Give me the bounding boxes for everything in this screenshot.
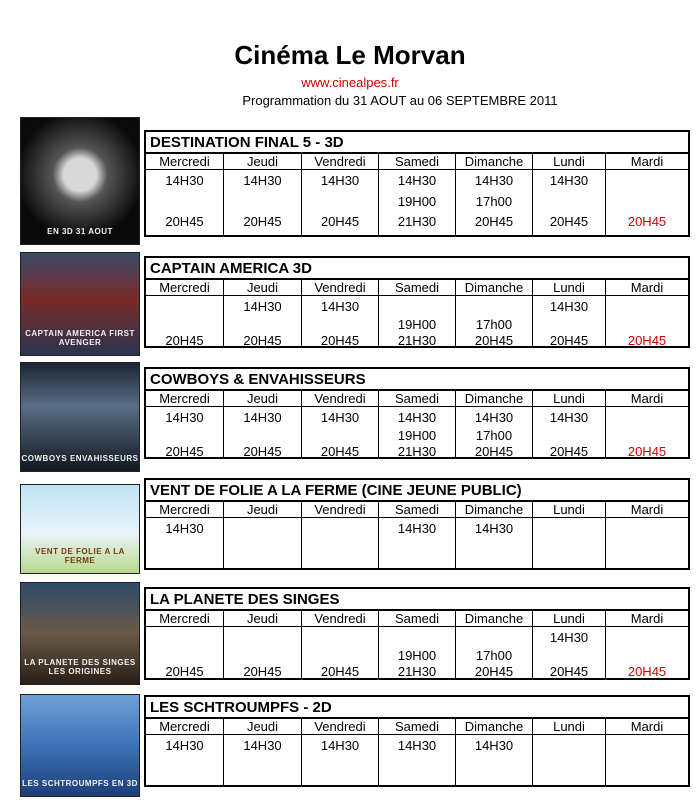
showtime: 20H45 <box>627 333 667 348</box>
showtime: 14H30 <box>243 173 282 188</box>
day-header: Vendredi <box>302 719 378 735</box>
day-header: Mercredi <box>146 719 223 735</box>
day-header: Dimanche <box>456 154 532 170</box>
day-column <box>146 154 224 235</box>
day-header: Dimanche <box>456 611 532 627</box>
showtime: 20H45 <box>474 444 514 459</box>
showtime-cell <box>456 627 532 678</box>
day-column <box>146 611 224 678</box>
schedule-grid <box>146 154 688 235</box>
day-header: Samedi <box>379 719 455 735</box>
showtime-cell <box>302 296 378 346</box>
schedule-grid <box>146 719 688 785</box>
schedule-grid <box>146 611 688 678</box>
showtime-cell <box>379 170 455 235</box>
day-header: Jeudi <box>224 719 301 735</box>
showtime-cell <box>606 735 688 785</box>
showtime: 21H30 <box>397 214 437 229</box>
movie-poster <box>20 484 140 574</box>
showtime-cell <box>379 518 455 568</box>
showtime: 14H30 <box>165 521 204 536</box>
showtime: 20H45 <box>627 444 667 459</box>
day-column <box>606 280 688 346</box>
showtime: 14H30 <box>320 410 360 425</box>
showtime: 20H45 <box>165 664 204 679</box>
poster-caption: LA PLANETE DES SINGES LES ORIGINES <box>24 658 136 676</box>
showtime: 14H30 <box>397 738 437 753</box>
day-column <box>146 502 224 568</box>
cinema-website-link[interactable]: www.cinealpes.fr <box>301 75 399 90</box>
movie-schedule-box <box>144 130 690 237</box>
showtime-cell <box>533 735 605 785</box>
day-header: Jeudi <box>224 391 301 407</box>
day-column <box>379 280 456 346</box>
movie-poster <box>20 362 140 472</box>
movie-poster <box>20 117 140 245</box>
showtime-cell <box>379 627 455 678</box>
day-header: Vendredi <box>302 154 378 170</box>
programming-period: Programmation du 31 AOUT au 06 SEPTEMBRE 2011 <box>242 93 558 108</box>
day-column <box>379 154 456 235</box>
showtime-cell <box>224 735 301 785</box>
day-header: Dimanche <box>456 280 532 296</box>
showtime: 17h00 <box>475 194 513 209</box>
day-header: Mardi <box>606 719 688 735</box>
day-column <box>606 719 688 785</box>
day-column <box>146 391 224 457</box>
showtime-cell <box>606 170 688 235</box>
day-header: Jeudi <box>224 502 301 518</box>
day-header: Lundi <box>533 611 605 627</box>
showtime-cell <box>302 627 378 678</box>
day-header: Samedi <box>379 391 455 407</box>
day-column <box>224 391 302 457</box>
showtime: 20H45 <box>549 444 589 459</box>
showtime: 14H30 <box>320 299 360 314</box>
showtime: 14H30 <box>474 173 514 188</box>
day-column <box>456 719 533 785</box>
showtime: 20H45 <box>165 214 204 229</box>
day-column <box>533 391 606 457</box>
showtime-cell <box>533 170 605 235</box>
day-column <box>606 611 688 678</box>
showtime-cell <box>146 627 223 678</box>
showtime-cell <box>146 170 223 235</box>
day-header: Jeudi <box>224 611 301 627</box>
poster-caption: VENT DE FOLIE A LA FERME <box>35 547 125 565</box>
showtime-cell <box>456 170 532 235</box>
showtime-cell <box>379 407 455 457</box>
day-header: Samedi <box>379 611 455 627</box>
day-header: Mardi <box>606 502 688 518</box>
day-column <box>146 280 224 346</box>
showtime: 14H30 <box>474 738 514 753</box>
day-header: Mercredi <box>146 502 223 518</box>
showtime: 20H45 <box>474 214 514 229</box>
cinema-title: Cinéma Le Morvan <box>234 40 466 70</box>
showtime: 14H30 <box>320 173 360 188</box>
showtime: 20H45 <box>549 214 589 229</box>
day-header: Dimanche <box>456 719 532 735</box>
day-column <box>456 391 533 457</box>
poster-caption: COWBOYS ENVAHISSEURS <box>21 454 139 463</box>
movie-title: LA PLANETE DES SINGES <box>146 589 688 611</box>
showtime: 14H30 <box>549 173 589 188</box>
day-column <box>302 154 379 235</box>
day-header: Mardi <box>606 391 688 407</box>
movie-title: COWBOYS & ENVAHISSEURS <box>146 369 688 391</box>
schedule-grid <box>146 502 688 568</box>
day-column <box>379 502 456 568</box>
movie-schedule-box <box>144 478 690 570</box>
day-column <box>224 611 302 678</box>
showtime-cell <box>533 407 605 457</box>
showtime: 20H45 <box>243 444 282 459</box>
day-column <box>146 719 224 785</box>
showtime: 14H30 <box>397 521 437 536</box>
movie-schedule-box <box>144 367 690 459</box>
showtime-cell <box>533 627 605 678</box>
showtime: 14H30 <box>549 410 589 425</box>
day-column <box>302 280 379 346</box>
schedule-grid <box>146 391 688 457</box>
day-header: Jeudi <box>224 154 301 170</box>
day-column <box>224 280 302 346</box>
movie-schedule-box <box>144 587 690 680</box>
movie-schedule-box <box>144 695 690 787</box>
day-header: Dimanche <box>456 391 532 407</box>
day-header: Dimanche <box>456 502 532 518</box>
showtime: 20H45 <box>320 444 360 459</box>
showtime-cell <box>379 735 455 785</box>
day-column <box>533 719 606 785</box>
day-column <box>456 502 533 568</box>
showtime-cell <box>224 407 301 457</box>
showtime-cell <box>456 735 532 785</box>
movie-schedule-box <box>144 256 690 348</box>
showtime-cell <box>606 407 688 457</box>
day-header: Vendredi <box>302 502 378 518</box>
showtime-cell <box>146 735 223 785</box>
showtime: 20H45 <box>243 664 282 679</box>
movie-title: CAPTAIN AMERICA 3D <box>146 258 688 280</box>
day-header: Jeudi <box>224 280 301 296</box>
showtime-cell <box>456 296 532 346</box>
day-column <box>379 611 456 678</box>
day-column <box>606 391 688 457</box>
poster-caption: CAPTAIN AMERICA FIRST AVENGER <box>25 329 135 347</box>
showtime-cell <box>146 518 223 568</box>
day-header: Mercredi <box>146 280 223 296</box>
showtime-cell <box>224 627 301 678</box>
day-header: Mercredi <box>146 154 223 170</box>
showtime: 14H30 <box>474 410 514 425</box>
showtime: 14H30 <box>320 738 360 753</box>
showtime: 20H45 <box>243 333 282 348</box>
day-column <box>224 154 302 235</box>
showtime: 20H45 <box>320 333 360 348</box>
day-column <box>456 611 533 678</box>
day-header: Mardi <box>606 280 688 296</box>
showtime: 14H30 <box>165 738 204 753</box>
showtime-cell <box>533 518 605 568</box>
showtime-cell <box>606 627 688 678</box>
showtime-cell <box>302 735 378 785</box>
day-header: Lundi <box>533 502 605 518</box>
day-column <box>456 154 533 235</box>
day-column <box>302 611 379 678</box>
showtime: 20H45 <box>627 664 667 679</box>
day-header: Mardi <box>606 611 688 627</box>
showtime: 14H30 <box>397 410 437 425</box>
showtime-cell <box>302 170 378 235</box>
showtime: 14H30 <box>165 410 204 425</box>
showtime-cell <box>302 518 378 568</box>
showtime: 14H30 <box>165 173 204 188</box>
movie-title: DESTINATION FINAL 5 - 3D <box>146 132 688 154</box>
day-column <box>456 280 533 346</box>
showtime: 20H45 <box>165 444 204 459</box>
showtime: 14H30 <box>549 299 589 314</box>
showtime: 20H45 <box>165 333 204 348</box>
showtime: 17h00 <box>475 317 513 332</box>
showtime-cell <box>379 296 455 346</box>
showtime: 19H00 <box>397 317 437 332</box>
day-column <box>302 719 379 785</box>
poster-caption: LES SCHTROUMPFS EN 3D <box>22 779 138 788</box>
showtime: 20H45 <box>549 333 589 348</box>
day-header: Vendredi <box>302 611 378 627</box>
day-column <box>533 502 606 568</box>
showtime: 20H45 <box>474 664 514 679</box>
movie-poster <box>20 582 140 685</box>
showtime: 14H30 <box>397 173 437 188</box>
day-header: Samedi <box>379 502 455 518</box>
day-column <box>224 502 302 568</box>
day-column <box>224 719 302 785</box>
day-header: Samedi <box>379 154 455 170</box>
showtime-cell <box>456 407 532 457</box>
showtime-cell <box>146 296 223 346</box>
showtime: 20H45 <box>474 333 514 348</box>
showtime-cell <box>606 518 688 568</box>
showtime-cell <box>456 518 532 568</box>
day-column <box>606 502 688 568</box>
showtime: 21H30 <box>397 444 437 459</box>
showtime-cell <box>146 407 223 457</box>
day-column <box>533 280 606 346</box>
day-column <box>379 719 456 785</box>
showtime: 19H00 <box>397 428 437 443</box>
day-column <box>302 391 379 457</box>
showtime: 14H30 <box>243 738 282 753</box>
showtime: 19H00 <box>397 648 437 663</box>
schedule-grid <box>146 280 688 346</box>
showtime: 17h00 <box>475 428 513 443</box>
showtime: 21H30 <box>397 664 437 679</box>
day-header: Lundi <box>533 154 605 170</box>
day-header: Mercredi <box>146 611 223 627</box>
showtime: 14H30 <box>549 630 589 645</box>
day-header: Lundi <box>533 719 605 735</box>
day-header: Samedi <box>379 280 455 296</box>
showtime: 19H00 <box>397 194 437 209</box>
showtime-cell <box>224 518 301 568</box>
day-header: Lundi <box>533 280 605 296</box>
day-column <box>533 611 606 678</box>
poster-caption: EN 3D 31 AOUT <box>47 227 113 236</box>
showtime: 21H30 <box>397 333 437 348</box>
day-header: Mardi <box>606 154 688 170</box>
day-column <box>606 154 688 235</box>
showtime-cell <box>224 296 301 346</box>
showtime: 14H30 <box>243 410 282 425</box>
showtime-cell <box>606 296 688 346</box>
showtime: 17h00 <box>475 648 513 663</box>
movie-title: VENT DE FOLIE A LA FERME (CINE JEUNE PUBLIC) <box>146 480 688 502</box>
movie-title: LES SCHTROUMPFS - 2D <box>146 697 688 719</box>
day-header: Lundi <box>533 391 605 407</box>
showtime: 20H45 <box>320 664 360 679</box>
showtime: 20H45 <box>549 664 589 679</box>
day-column <box>302 502 379 568</box>
movie-poster <box>20 694 140 797</box>
showtime: 14H30 <box>474 521 514 536</box>
showtime-cell <box>224 170 301 235</box>
showtime-cell <box>302 407 378 457</box>
movie-poster <box>20 252 140 356</box>
showtime: 20H45 <box>627 214 667 229</box>
day-column <box>533 154 606 235</box>
day-header: Mercredi <box>146 391 223 407</box>
day-column <box>379 391 456 457</box>
showtime-cell <box>533 296 605 346</box>
showtime: 20H45 <box>243 214 282 229</box>
day-header: Vendredi <box>302 280 378 296</box>
showtime: 14H30 <box>243 299 282 314</box>
showtime: 20H45 <box>320 214 360 229</box>
day-header: Vendredi <box>302 391 378 407</box>
